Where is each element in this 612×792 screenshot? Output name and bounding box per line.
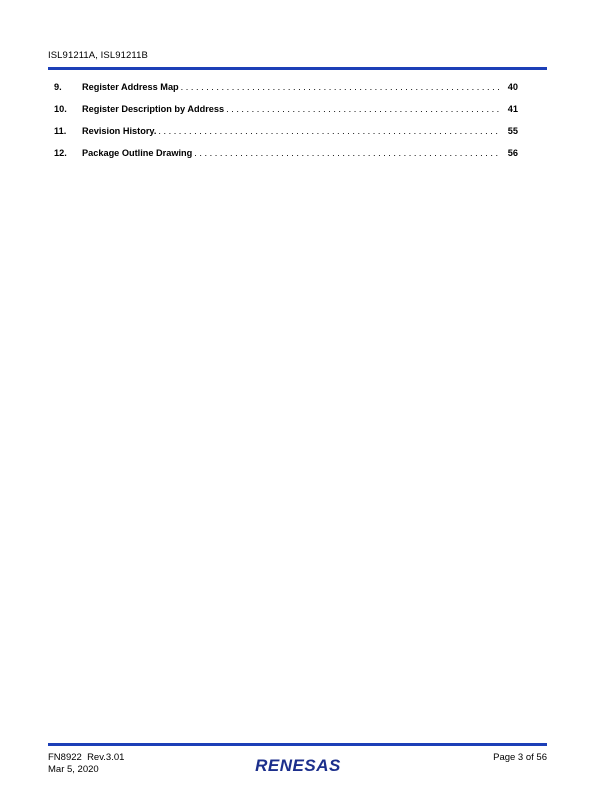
toc-entry-page: 41 [507,104,518,114]
toc-entry-page: 55 [507,126,518,136]
toc-entry-title: Package Outline Drawing [82,148,193,158]
toc-entry-title: Revision History. [82,126,157,136]
toc-entry-revision-history[interactable] [54,126,518,148]
footer-rule [48,743,547,746]
toc-entry-number: 9. [54,82,62,92]
toc-leader-dots [158,126,501,136]
toc-entry-number: 10. [54,104,67,114]
toc-entry-title: Register Address Map [82,82,179,92]
toc-entry-number: 12. [54,148,67,158]
toc-entry-page: 56 [507,148,518,158]
table-of-contents [54,82,518,170]
toc-entry-number: 11. [54,126,67,136]
header-rule [48,67,547,70]
footer-doc-id: FN8922 Rev.3.01 [48,752,125,763]
renesas-logo [248,753,348,775]
footer-page-number: Page 3 of 56 [493,752,547,763]
toc-leader-dots [194,148,501,158]
toc-entry-page: 40 [507,82,518,92]
toc-entry-package-outline[interactable] [54,148,518,170]
logo-text: RENESAS [255,756,341,775]
toc-leader-dots [226,104,501,114]
footer-doc-info [48,752,124,776]
toc-entry-register-address-map[interactable] [54,82,518,104]
toc-leader-dots [181,82,501,92]
header-title: ISL91211A, ISL91211B [48,50,148,61]
toc-entry-register-description[interactable] [54,104,518,126]
footer-date: Mar 5, 2020 [48,764,99,775]
toc-entry-title: Register Description by Address [82,104,225,114]
